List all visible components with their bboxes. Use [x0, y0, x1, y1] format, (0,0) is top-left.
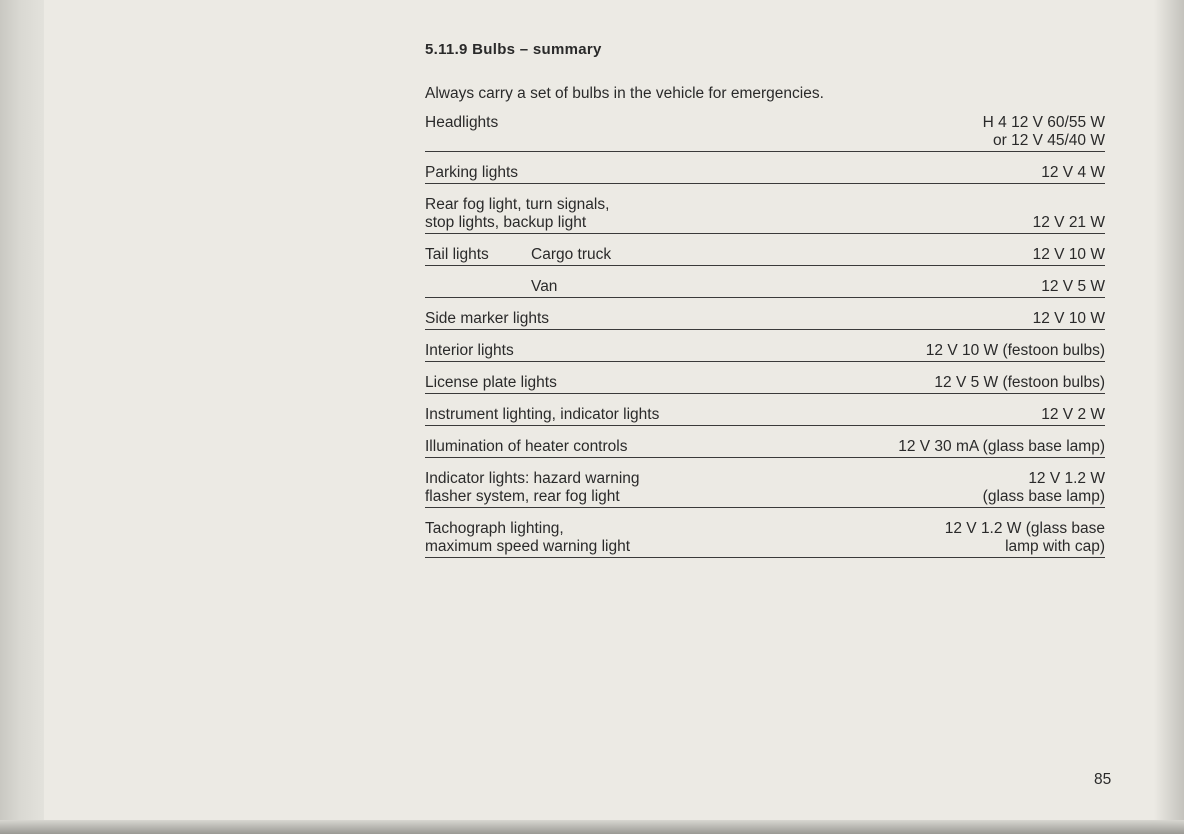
row-value — [945, 520, 1105, 556]
row-value: 12 V 10 W — [1032, 246, 1105, 263]
table-row-headlights — [425, 111, 1105, 152]
table-row-tail-van — [425, 275, 1105, 298]
row-category: Tail lights — [425, 246, 489, 263]
row-label-line: stop lights, backup light — [425, 214, 587, 231]
row-label — [425, 278, 1041, 296]
table-row-indicator — [425, 467, 1105, 508]
page-bottom-edge — [0, 820, 1184, 834]
page-right-shadow — [1154, 0, 1184, 834]
row-value — [983, 114, 1105, 150]
row-value: 12 V 2 W — [1041, 406, 1105, 423]
row-label: Instrument lighting, indicator lights — [425, 406, 660, 423]
row-category-empty — [425, 278, 531, 296]
row-label-line: maximum speed warning light — [425, 538, 631, 555]
table-row-instrument — [425, 403, 1105, 426]
row-value-line: H 4 12 V 60/55 W — [982, 114, 1105, 131]
row-value: 12 V 4 W — [1041, 164, 1105, 181]
row-label: Interior lights — [425, 342, 514, 359]
row-label-line: Indicator lights: hazard warning — [425, 470, 640, 487]
table-row-heater — [425, 435, 1105, 458]
row-value: 12 V 10 W (festoon bulbs) — [925, 342, 1105, 359]
table-row-tachograph — [425, 517, 1105, 558]
table-row-tail-cargo — [425, 243, 1105, 266]
page-gutter-shadow — [0, 0, 44, 834]
row-subtype: Van — [531, 278, 558, 295]
row-label-line: flasher system, rear fog light — [425, 488, 620, 505]
row-label-line: Tachograph lighting, — [425, 520, 564, 537]
section-heading: 5.11.9 Bulbs – summary — [425, 41, 602, 58]
row-label: Illumination of heater controls — [425, 438, 628, 455]
table-row-parking — [425, 161, 1105, 184]
row-label: Side marker lights — [425, 310, 550, 327]
row-value-line: or 12 V 45/40 W — [992, 132, 1105, 149]
table-row-license — [425, 371, 1105, 394]
row-label-line: Rear fog light, turn signals, — [425, 196, 610, 213]
row-label — [425, 246, 1033, 264]
row-label: Headlights — [425, 114, 499, 131]
row-value — [983, 470, 1105, 506]
row-label — [425, 196, 1033, 232]
row-value-line: (glass base lamp) — [982, 488, 1105, 505]
row-value-line: lamp with cap) — [1005, 538, 1105, 555]
table-row-rear-fog — [425, 193, 1105, 234]
row-value: 12 V 5 W (festoon bulbs) — [934, 374, 1105, 391]
page-number: 85 — [1094, 771, 1112, 788]
row-label — [425, 520, 945, 556]
row-value-line: 12 V 1.2 W — [1028, 470, 1105, 487]
row-value: 12 V 10 W — [1032, 310, 1105, 327]
bulbs-summary-section — [425, 40, 1105, 555]
row-value: 12 V 5 W — [1041, 278, 1105, 295]
row-label — [425, 470, 983, 506]
table-row-interior — [425, 339, 1105, 362]
row-value: 12 V 21 W — [1032, 214, 1105, 231]
row-value: 12 V 30 mA (glass base lamp) — [898, 438, 1105, 455]
intro-text: Always carry a set of bulbs in the vehicle for emergencies. — [425, 85, 824, 102]
row-label: Parking lights — [425, 164, 519, 181]
bulb-table — [425, 111, 1105, 567]
row-label: License plate lights — [425, 374, 557, 391]
table-row-side-marker — [425, 307, 1105, 330]
row-value-line: 12 V 1.2 W (glass base — [944, 520, 1105, 537]
row-subtype: Cargo truck — [531, 246, 612, 263]
